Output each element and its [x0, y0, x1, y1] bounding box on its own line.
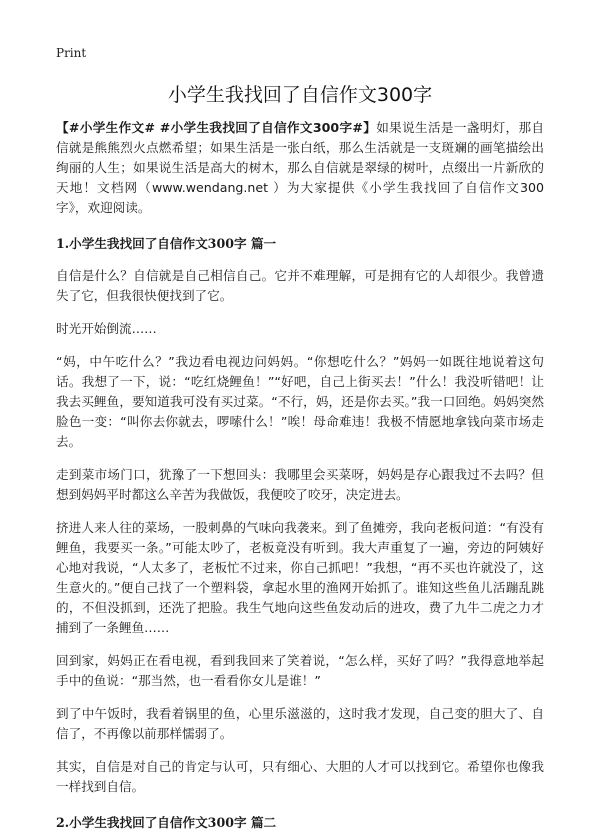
paragraph: 回到家，妈妈正在看电视，看到我回来了笑着说，“怎么样，买好了吗？”我得意地举起手中的鱼说：“那当然，也一看看你女儿是谁！”	[56, 653, 544, 688]
print-link[interactable]: Print	[56, 46, 87, 60]
paragraph: 走到菜市场门口，犹豫了一下想回头：我哪里会买菜呀，妈妈是存心跟我过不去吗？但想到妈妈平时都这么辛苦为我做饭，我便咬了咬牙，决定进去。	[56, 467, 544, 502]
paragraph: 时光开始倒流……	[56, 321, 157, 336]
section-heading-2: 2.小学生我找回了自信作文300字 篇二	[56, 815, 277, 830]
paragraph: 到了中午饭时，我看着锅里的鱼，心里乐滋滋的，这时我才发现，自己变的胆大了、自信了，不再像以前那样懦弱了。	[56, 706, 544, 741]
intro-tag: 【#小学生作文# #小学生我找回了自信作文300字#】	[56, 120, 377, 135]
paragraph: 自信是什么？自信就是自己相信自己。它并不难理解，可是拥有它的人却很少。我曾遗失了它，但我很快便找到了它。	[56, 268, 544, 303]
paragraph: 其实，自信是对自己的肯定与认可，只有细心、大胆的人才可以找到它。希望你也像我一样找到自信。	[56, 759, 544, 794]
intro-paragraph	[56, 118, 544, 218]
article-body	[56, 118, 544, 833]
intro-text: 如果说生活是一盏明灯，那自信就是熊熊烈火点燃希望；如果生活是一张白纸，那么生活就是一支斑斓的画笔描绘出绚丽的人生；如果说生活是高大的树木，那么自信就是翠绿的树叶，点缀出一片新欣的天地！文档网（www.wendang.net ）为大家提供《小学生我找回了自信作文300字》，欢迎阅读。	[56, 120, 545, 215]
article-title: 小学生我找回了自信作文300字	[167, 84, 433, 106]
paragraph: “妈，中午吃什么？”我边看电视边问妈妈。“你想吃什么？”妈妈一如既往地说着这句话。我想了一下，说：“吃红烧鲤鱼！”“好吧，自己上街买去！”什么！我没听错吧！让我去买鲤鱼，要知道我可没有买过菜。“不行，妈，还是你去买。”我一口回绝。妈妈突然脸色一变：“叫你去你就去，啰嗦什么！”唉！母命难违！我极不情愿地拿钱向菜市场走去。	[56, 354, 544, 449]
paragraph: 挤进人来人往的菜场，一股刺鼻的气味向我袭来。到了鱼摊旁，我向老板问道：“有没有鲤鱼，我要买一条。”可能太吵了，老板竟没有听到。我大声重复了一遍，旁边的阿姨好心地对我说，“人太多了，老板忙不过来，你自己抓吧！”我想，“再不买也许就没了，这生意火的。”便自己找了一个塑料袋，拿起水里的渔网开始抓了。谁知这些鱼儿活蹦乱跳的，不但没抓到，还洗了把脸。我生气地向这些鱼发动后的进攻，费了九牛二虎之力才捕到了一条鲤鱼……	[56, 520, 544, 635]
section-heading-1: 1.小学生我找回了自信作文300字 篇一	[56, 236, 277, 251]
